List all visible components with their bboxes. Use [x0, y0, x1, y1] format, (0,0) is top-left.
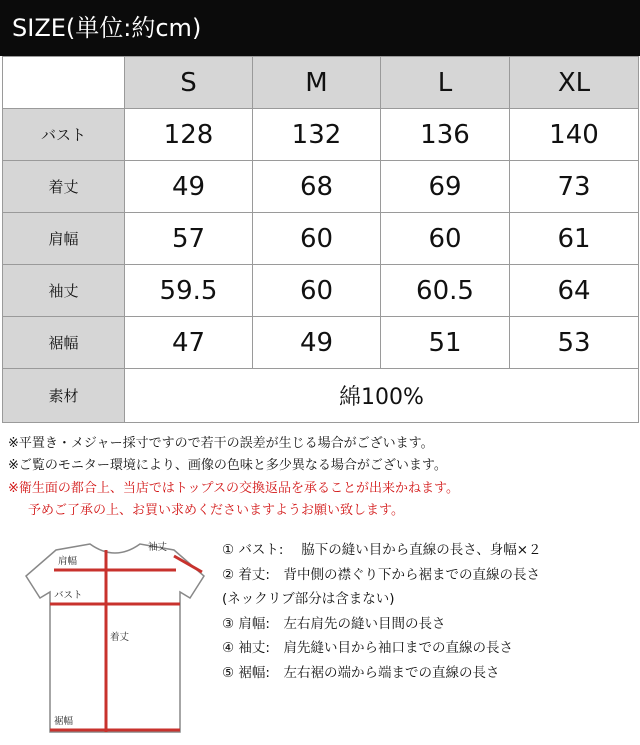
table-cell: 49	[125, 161, 253, 213]
table-row	[3, 161, 639, 213]
table-cell: 59.5	[125, 265, 253, 317]
row-label-sleeve: 袖丈	[3, 265, 125, 317]
table-cell: 136	[381, 109, 510, 161]
row-label-hem: 裾幅	[3, 317, 125, 369]
corner-cell	[3, 57, 125, 109]
table-row	[3, 265, 639, 317]
note-line-warning: 予めご了承の上、お買い求めくださいますようお願い致します。	[28, 503, 404, 519]
legend-line: ④ 袖丈: 肩先縫い目から袖口までの直線の長さ	[222, 640, 513, 657]
row-label-bust: バスト	[3, 109, 125, 161]
table-cell: 49	[253, 317, 381, 369]
note-line-warning: ※衛生面の都合上、当店ではトップスの交換返品を承ることが出来かねます。	[8, 480, 459, 496]
table-row	[3, 317, 639, 369]
table-cell: 140	[510, 109, 639, 161]
table-cell: 128	[125, 109, 253, 161]
table-cell: 60	[253, 213, 381, 265]
label-sleeve: 袖丈	[148, 542, 168, 553]
notes	[8, 433, 634, 523]
label-hem: 裾幅	[54, 716, 74, 727]
table-row-material	[3, 369, 639, 423]
table-row	[3, 109, 639, 161]
label-shoulder: 肩幅	[58, 556, 78, 567]
table-cell: 60	[381, 213, 510, 265]
label-bust: バスト	[54, 590, 83, 601]
row-label-shoulder: 肩幅	[3, 213, 125, 265]
note-line: ※ご覧のモニター環境により、画像の色味と多少異なる場合がございます。	[8, 458, 447, 474]
table-cell: 60	[253, 265, 381, 317]
legend-line: ③ 肩幅: 左右肩先の縫い目間の長さ	[222, 615, 446, 632]
legend-line: ① バスト: 脇下の縫い目から直線の長さ、身幅×２	[222, 542, 542, 558]
table-cell: 61	[510, 213, 639, 265]
row-label-length: 着丈	[3, 161, 125, 213]
table-cell: 47	[125, 317, 253, 369]
col-header-xl: XL	[510, 57, 639, 109]
table-cell: 68	[253, 161, 381, 213]
table-cell: 60.5	[381, 265, 510, 317]
table-cell: 69	[381, 161, 510, 213]
measurement-legend	[222, 538, 542, 686]
table-cell: 51	[381, 317, 510, 369]
col-header-s: S	[125, 57, 253, 109]
material-value: 綿100%	[125, 369, 639, 423]
size-table	[2, 56, 639, 423]
col-header-m: M	[253, 57, 381, 109]
col-header-l: L	[381, 57, 510, 109]
table-header-row	[3, 57, 639, 109]
tshirt-measurement-diagram	[20, 536, 210, 736]
table-cell: 73	[510, 161, 639, 213]
legend-line: (ネックリブ部分は含まない)	[222, 591, 395, 608]
table-cell: 57	[125, 213, 253, 265]
note-line: ※平置き・メジャー採寸ですので若干の誤差が生じる場合がございます。	[8, 436, 434, 451]
table-cell: 64	[510, 265, 639, 317]
legend-line: ⑤ 裾幅: 左右裾の端から端までの直線の長さ	[222, 664, 500, 681]
table-cell: 53	[510, 317, 639, 369]
table-row	[3, 213, 639, 265]
page-title: SIZE(単位:約cm)	[0, 0, 640, 56]
row-label-material: 素材	[3, 369, 125, 423]
table-cell: 132	[253, 109, 381, 161]
label-length: 着丈	[110, 632, 130, 643]
legend-line: ② 着丈: 背中側の襟ぐり下から裾までの直線の長さ	[222, 566, 540, 583]
